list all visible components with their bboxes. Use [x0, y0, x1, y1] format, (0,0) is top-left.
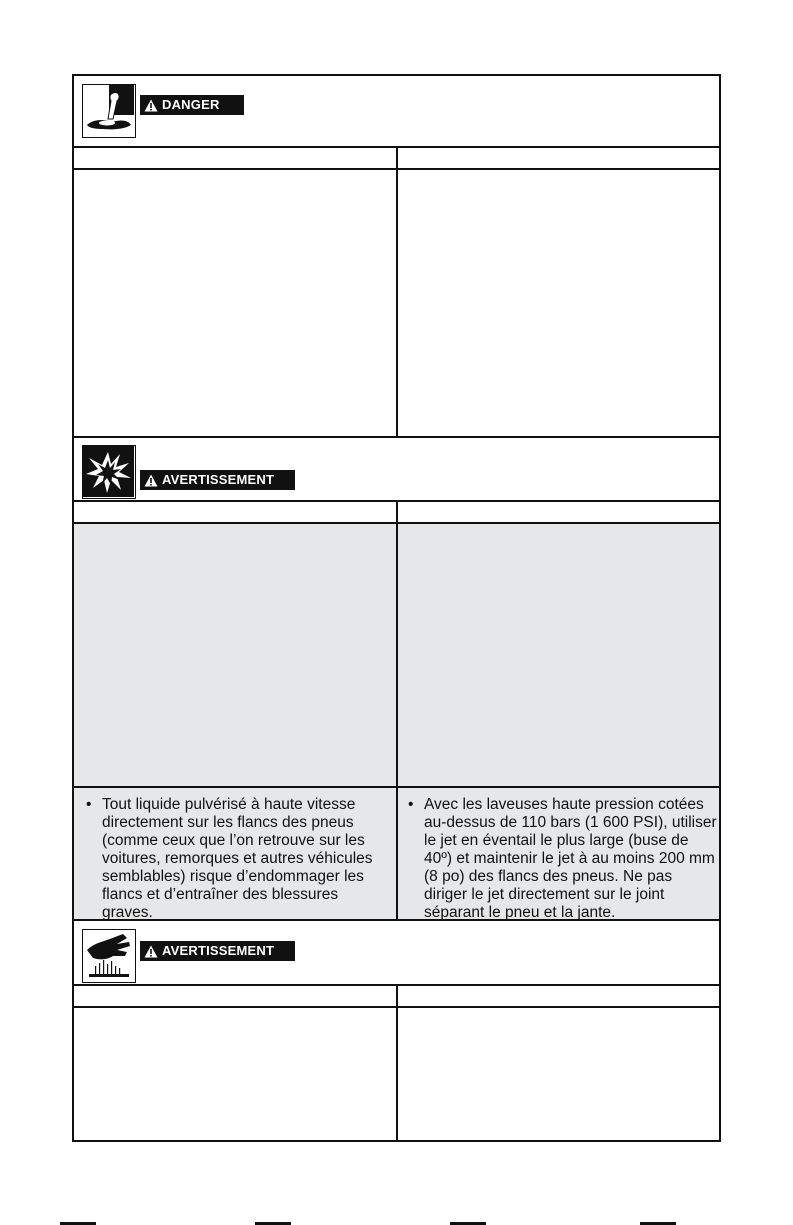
- danger-badge: DANGER: [140, 95, 244, 115]
- toxic-liquid-spill-icon: [82, 84, 136, 138]
- hand-injection-icon: [82, 929, 136, 983]
- warning-badge-2: AVERTISSEMENT: [140, 941, 295, 961]
- warning-triangle-icon: [144, 99, 158, 112]
- explosion-icon: [82, 445, 136, 499]
- safety-table: [72, 74, 721, 1142]
- warning-triangle-icon: [144, 945, 158, 958]
- tire-warning-left: • Tout liquide pulvérisé à haute vitesse directement sur les flancs des pneus (comme ceux que l’on retrouve sur les voitures, remorques et autres véhicules semblables) risque d’endommager les flancs et d’entraîner des blessures graves.: [86, 796, 373, 921]
- tire-warning-right: • Avec les laveuses haute pression cotées au-dessus de 110 bars (1 600 PSI), utiliser le jet en éventail le plus large (buse de 40º) et maintenir le jet à au moins 200 mm (8 po) des flancs des pneus. Ne pas diriger le jet directement sur le joint séparant le pneu et la jante.: [408, 796, 717, 921]
- warning-triangle-icon: [144, 474, 158, 487]
- warning-badge-1: AVERTISSEMENT: [140, 470, 295, 490]
